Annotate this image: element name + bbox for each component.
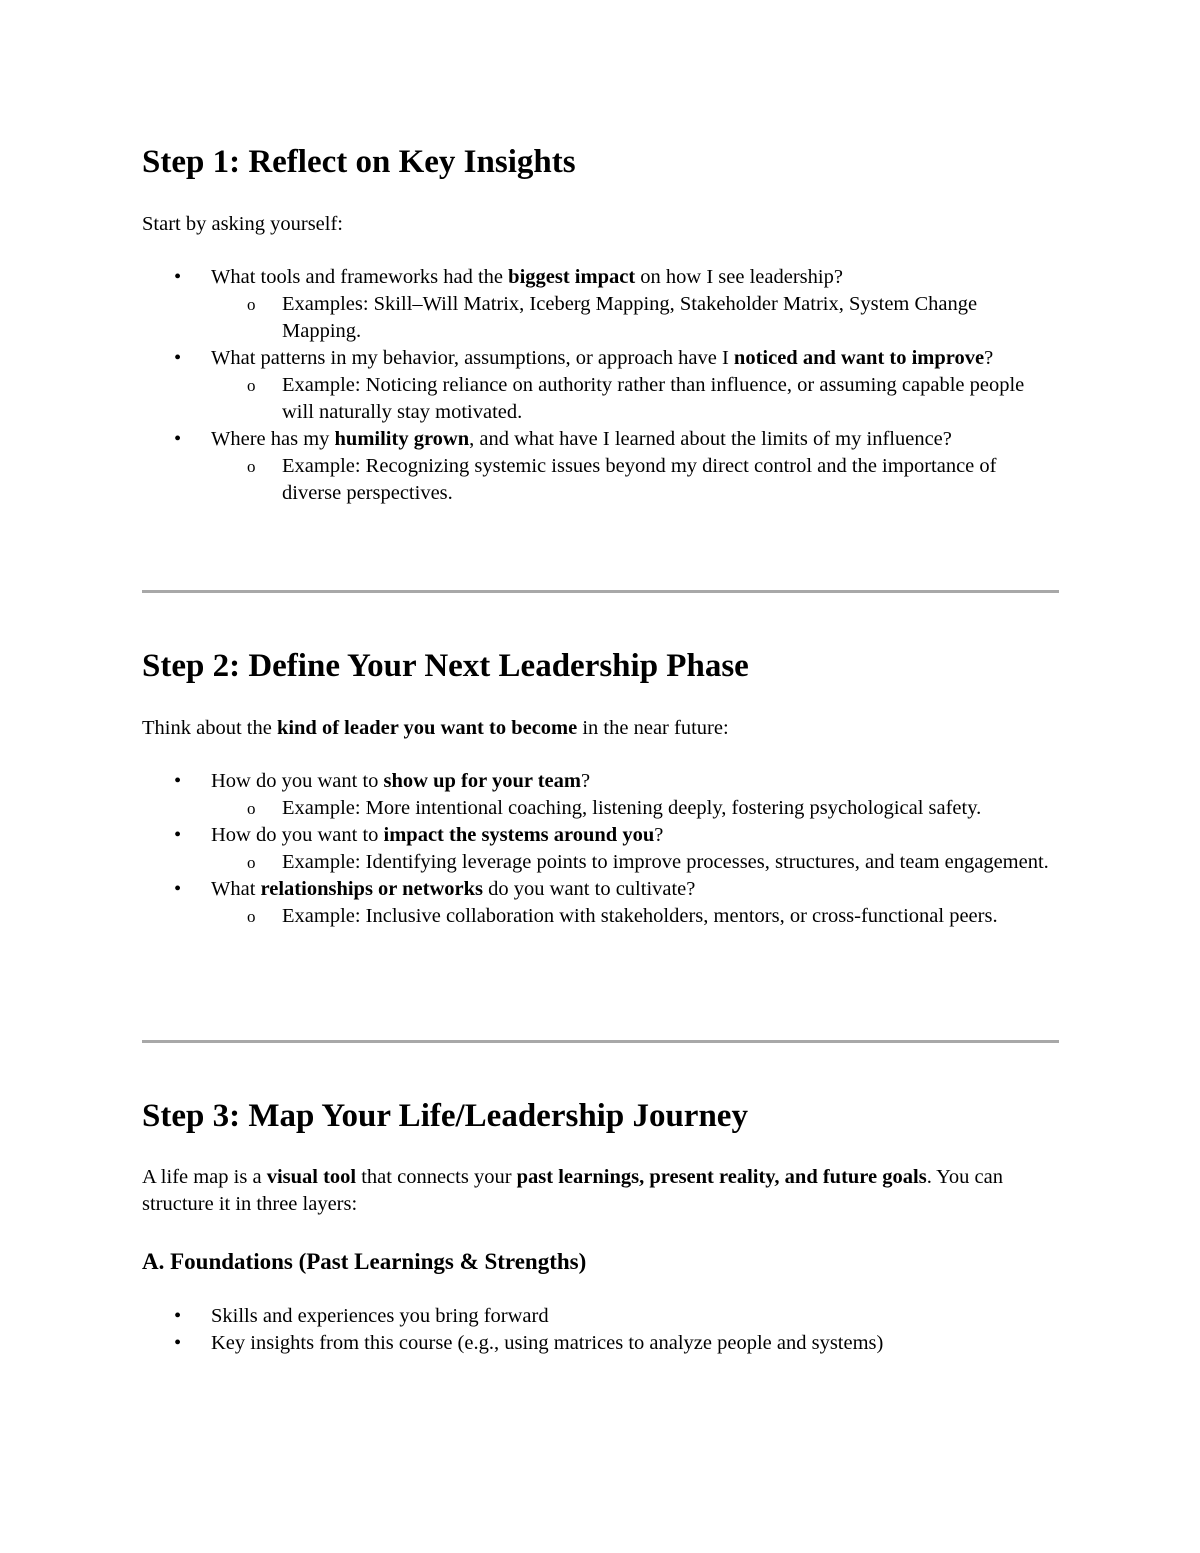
step2-question-3: [142, 876, 1060, 930]
step2-q2-examples: [211, 849, 1060, 876]
q-text-pre: How do you want to: [211, 770, 384, 792]
step1-question-list: [142, 264, 1060, 507]
example-item: o Example: Identifying leverage points to improve processes, structures, and team engagement.: [211, 849, 1060, 876]
step2-question-1: [142, 768, 1060, 822]
q-text-post: ?: [984, 347, 994, 369]
step1-intro: Start by asking yourself:: [142, 213, 343, 235]
q-text-bold: show up for your team: [383, 770, 581, 792]
step1-question-3: [142, 426, 1060, 507]
step3-intro: [142, 1164, 1060, 1218]
step2-question-list: [142, 768, 1060, 930]
intro-pre: A life map is a: [142, 1166, 267, 1188]
q-text-post: ?: [580, 770, 591, 792]
intro-bold-1: visual tool: [266, 1166, 357, 1188]
intro-pre: Think about the: [142, 717, 277, 739]
example-item: o Example: Recognizing systemic issues beyond my direct control and the importance of diverse perspectives.: [211, 453, 1060, 507]
example-item: o Examples: Skill–Will Matrix, Iceberg Mapping, Stakeholder Matrix, System Change Mapping.: [211, 291, 1060, 345]
q-text-bold: noticed and want to improve: [733, 347, 985, 369]
step1-heading: Step 1: Reflect on Key Insights: [142, 144, 576, 180]
step1-q3-examples: [211, 453, 1060, 507]
section-divider: [142, 1040, 1059, 1043]
q-text-post: , and what have I learned about the limits of my influence?: [469, 428, 952, 450]
section-a-heading: A. Foundations (Past Learnings & Strengths): [142, 1249, 587, 1274]
step1-question-2: [142, 345, 1060, 426]
q-text-pre: What tools and frameworks had the: [211, 266, 509, 288]
section-a-list: [142, 1303, 1060, 1357]
q-text-post: ?: [654, 824, 664, 846]
example-item: o Example: Inclusive collaboration with stakeholders, mentors, or cross-functional peers.: [211, 903, 1060, 930]
q-text-pre: Where has my: [211, 428, 335, 450]
step2-question-2: [142, 822, 1060, 876]
q-text-bold: impact the systems around you: [383, 824, 655, 846]
step3-heading: Step 3: Map Your Life/Leadership Journey: [142, 1098, 748, 1134]
step2-heading: Step 2: Define Your Next Leadership Phase: [142, 648, 749, 684]
intro-bold-2: past learnings, present reality, and future goals: [516, 1166, 927, 1188]
intro-bold: kind of leader you want to become: [276, 717, 578, 739]
intro-post: . You can structure it in three layers:: [142, 1166, 1004, 1215]
intro-post: in the near future:: [577, 717, 729, 739]
example-item: o Example: Noticing reliance on authority rather than influence, or assuming capable people will naturally stay motivated.: [211, 372, 1060, 426]
q-text-post: on how I see leadership?: [635, 266, 843, 288]
list-item: • Key insights from this course (e.g., using matrices to analyze people and systems): [142, 1330, 1060, 1357]
step1-q1-examples: [211, 291, 1060, 345]
intro-mid: that connects your: [356, 1166, 517, 1188]
q-text-bold: biggest impact: [508, 266, 636, 288]
q-text-bold: humility grown: [334, 428, 470, 450]
step2-intro: [142, 715, 1060, 742]
step2-q1-examples: [211, 795, 1060, 822]
step1-question-1: [142, 264, 1060, 345]
step1-q2-examples: [211, 372, 1060, 426]
section-divider: [142, 590, 1059, 593]
list-item: • Skills and experiences you bring forward: [142, 1303, 1060, 1330]
q-text-pre: What patterns in my behavior, assumptions, or approach have I: [211, 347, 734, 369]
q-text-post: do you want to cultivate?: [483, 878, 696, 900]
q-text-pre: How do you want to: [211, 824, 384, 846]
q-text-pre: What: [211, 878, 261, 900]
example-item: o Example: More intentional coaching, listening deeply, fostering psychological safety.: [211, 795, 1060, 822]
step2-q3-examples: [211, 903, 1060, 930]
q-text-bold: relationships or networks: [260, 878, 484, 900]
